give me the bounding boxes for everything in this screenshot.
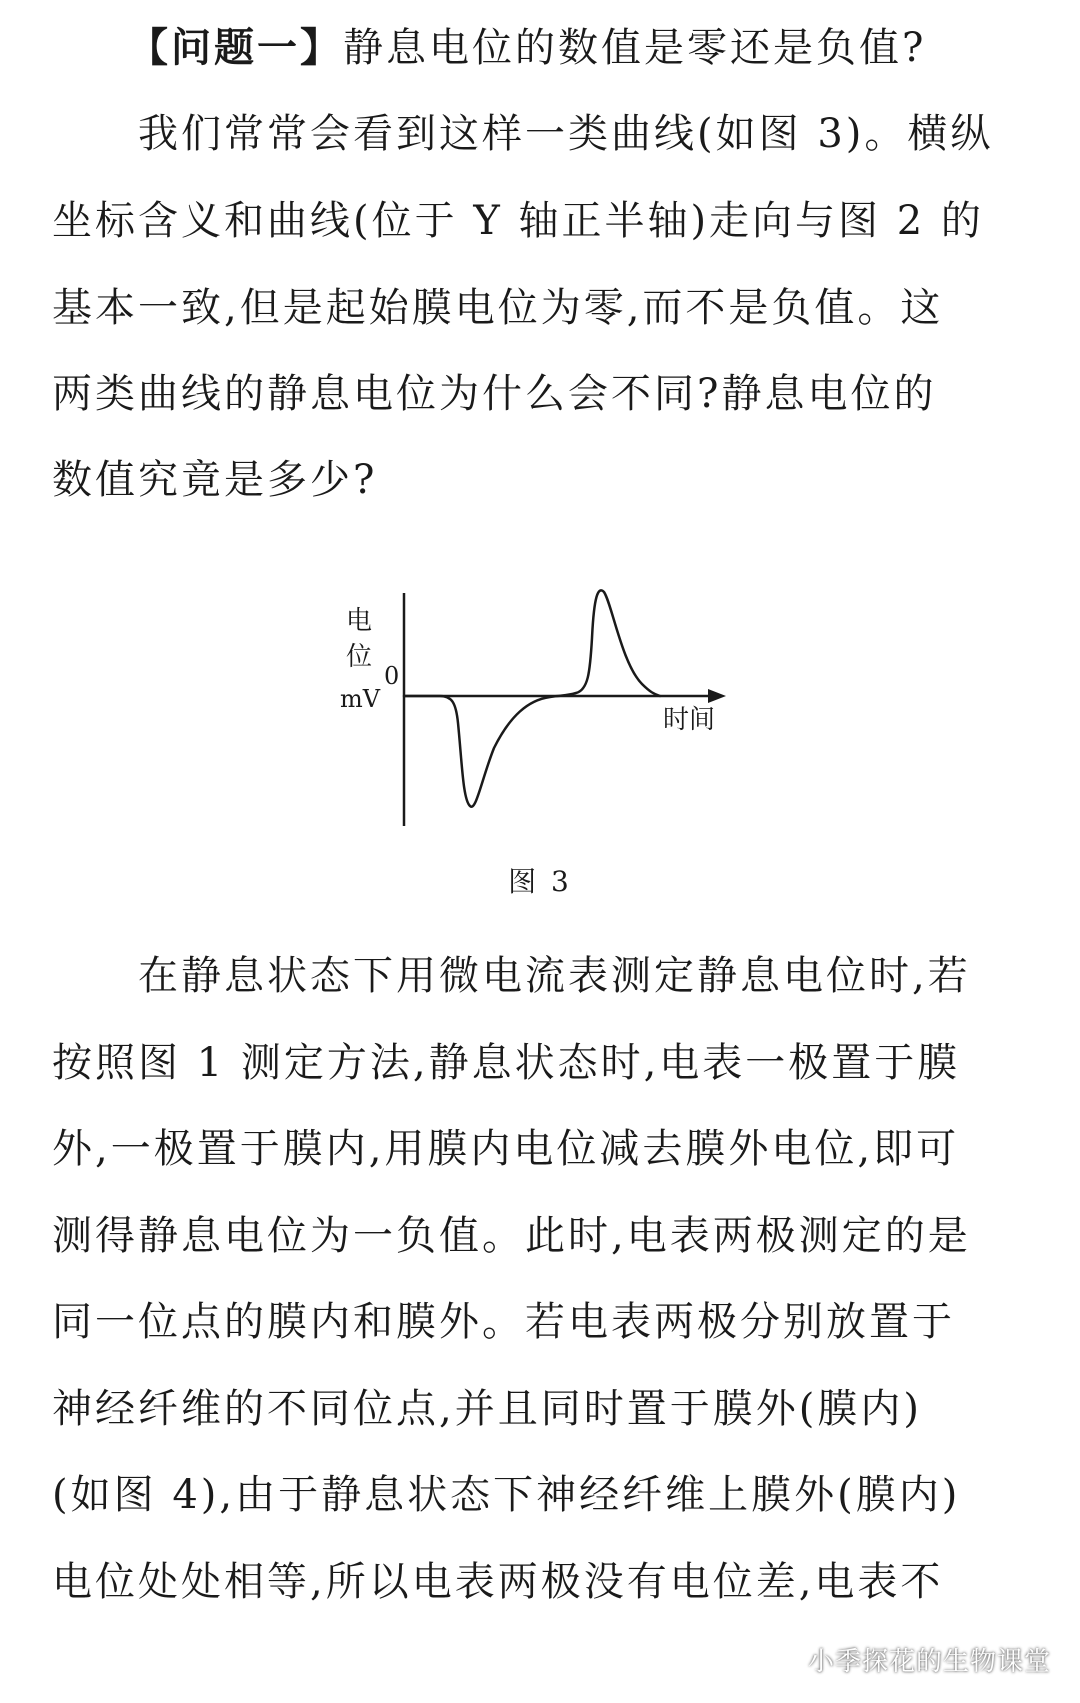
curve-line	[404, 590, 660, 806]
paragraph1-line: 坐标含义和曲线(位于 Y 轴正半轴)走向与图 2 的	[52, 198, 984, 244]
paragraph2-line: 神经纤维的不同位点,并且同时置于膜外(膜内)	[52, 1386, 922, 1432]
y-label-char-2: 位	[346, 642, 373, 672]
paragraph2-line: 外,一极置于膜内,用膜内电位减去膜外电位,即可	[52, 1126, 960, 1172]
paragraph1-line: 两类曲线的静息电位为什么会不同?静息电位的	[52, 371, 937, 417]
heading-text: 静息电位的数值是零还是负值?	[343, 25, 927, 71]
y-label-unit: mV	[340, 685, 381, 713]
x-axis-arrow-icon	[708, 689, 726, 703]
heading	[128, 24, 1080, 72]
paragraph2-line: 在静息状态下用微电流表测定静息电位时,若	[52, 953, 971, 999]
paragraph2-line: 按照图 1 测定方法,静息状态时,电表一极置于膜	[52, 1040, 961, 1086]
heading-prefix: 【问题一】	[128, 25, 343, 71]
paragraph2-line: 同一位点的膜内和膜外。若电表两极分别放置于	[52, 1299, 955, 1345]
figure-3-action-potential-plot	[300, 578, 770, 840]
origin-label: 0	[384, 662, 400, 690]
paragraph1-line: 数值究竟是多少?	[52, 457, 378, 503]
paragraph2-line: 电位处处相等,所以电表两极没有电位差,电表不	[52, 1559, 944, 1605]
watermark	[770, 1634, 1051, 1684]
paragraph2-line: (如图 4),由于静息状态下神经纤维上膜外(膜内)	[52, 1472, 961, 1518]
potential-curve-figure	[300, 578, 770, 840]
paragraph1-line: 基本一致,但是起始膜电位为零,而不是负值。这	[52, 285, 944, 331]
paragraph1-line: 我们常常会看到这样一类曲线(如图 3)。横纵	[52, 111, 994, 157]
watermark-text: 小季探花的生物课堂	[808, 1646, 1052, 1677]
figure-caption: 图 3	[508, 865, 572, 898]
x-label: 时间	[663, 705, 716, 735]
wechat-icon	[770, 1646, 800, 1672]
paragraph2-line: 测得静息电位为一负值。此时,电表两极测定的是	[52, 1213, 971, 1259]
y-label-char-1: 电	[346, 606, 373, 636]
